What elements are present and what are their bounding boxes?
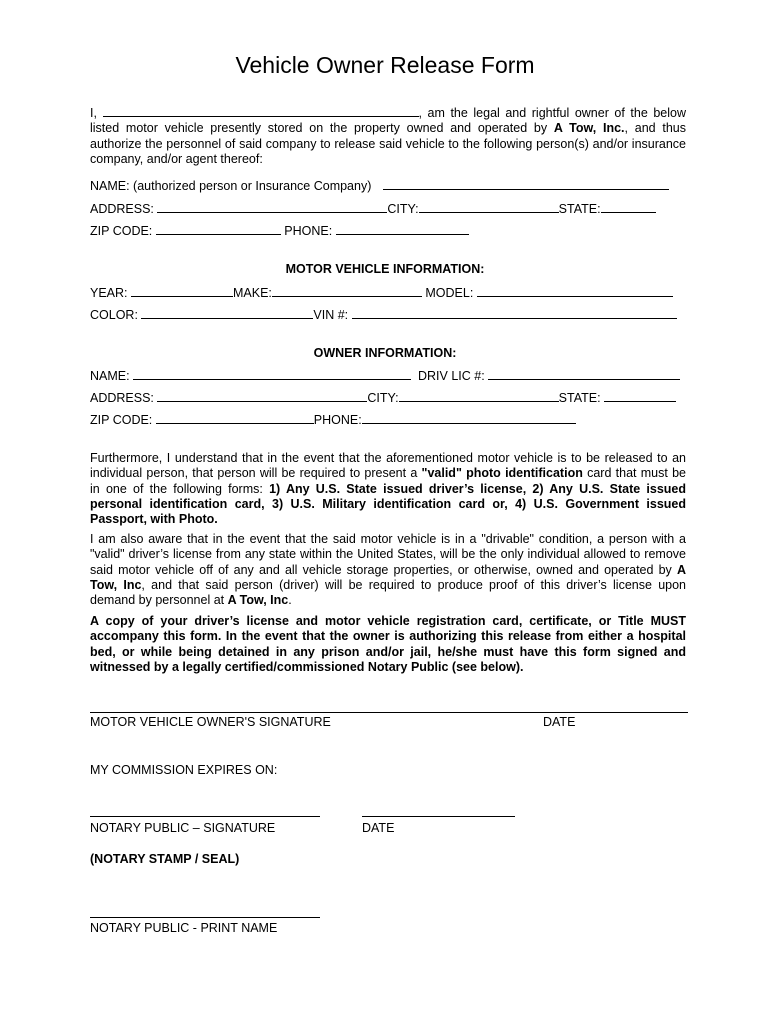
owner-name-blank[interactable] (103, 105, 419, 117)
vehicle-info-heading: MOTOR VEHICLE INFORMATION: (285, 262, 485, 276)
release-city-field[interactable] (419, 201, 559, 213)
aware-text-c: , and that said person (driver) will be required to produce proof of this driver’s license upon demand by personnel at (90, 577, 687, 608)
intro-company: A Tow, Inc. (553, 121, 625, 136)
owner-city-label: CITY: (367, 391, 399, 405)
notary-signature-line[interactable] (90, 816, 320, 817)
copy-required-paragraph: A copy of your driver’s license and motor vehicle registration card, certificate, or Title MUST accompany this form. In the event that the owner is authorizing this release from either a hospital bed, or while being detained in any prison and/or jail, he/she must have this form signed and witnessed by a legally certified/commissioned Notary Public (see below). (90, 614, 686, 674)
owner-state-label: STATE: (558, 391, 601, 405)
owner-signature-line[interactable] (90, 712, 688, 713)
model-label: MODEL: (425, 286, 474, 300)
release-phone-label: PHONE: (284, 224, 333, 238)
intro-part2: , and thus authorize the personnel of said company to release said vehicle to the following person(s) and/or insurance company, and/or agent thereof: (90, 121, 686, 166)
furthermore-paragraph (90, 451, 686, 527)
form-title: Vehicle Owner Release Form (235, 52, 535, 78)
owner-address-label: ADDRESS: (90, 391, 154, 405)
aware-text-d: A Tow, Inc (227, 593, 289, 608)
release-zip-label: ZIP CODE: (90, 224, 153, 238)
year-label: YEAR: (90, 286, 128, 300)
release-state-field[interactable] (601, 201, 656, 213)
release-address-label: ADDRESS: (90, 202, 154, 216)
intro-part1: , am the legal and rightful owner of the below listed motor vehicle presently stored on the property owned and operated by (90, 106, 686, 136)
owner-license-row (418, 368, 680, 384)
aware-paragraph (90, 532, 686, 608)
release-name-label: NAME: (authorized person or Insurance Company) (90, 179, 372, 193)
owner-info-heading: OWNER INFORMATION: (313, 346, 457, 360)
furthermore-text-d: 1) Any U.S. State issued driver’s license, 2) Any U.S. State issued personal identification card, 3) U.S. Military identification card or, 4) U.S. Government issued Passport, with Photo. (90, 481, 687, 527)
vin-label: VIN #: (313, 308, 349, 322)
owner-license-label: DRIV LIC #: (418, 369, 485, 383)
release-name-field[interactable] (383, 178, 669, 190)
owner-signature-label: MOTOR VEHICLE OWNER'S SIGNATURE (90, 715, 331, 729)
year-field[interactable] (131, 285, 233, 297)
notary-stamp-label: (NOTARY STAMP / SEAL) (90, 852, 240, 866)
notary-print-name-label: NOTARY PUBLIC - PRINT NAME (90, 921, 278, 935)
release-zip-row (90, 223, 469, 239)
owner-phone-field[interactable] (362, 412, 576, 424)
owner-date-label: DATE (543, 715, 576, 729)
release-zip-field[interactable] (156, 223, 281, 235)
owner-license-field[interactable] (488, 368, 680, 380)
color-field[interactable] (141, 307, 313, 319)
owner-address-row (90, 390, 676, 406)
release-state-label: STATE: (558, 202, 601, 216)
vin-field[interactable] (352, 307, 677, 319)
aware-text-b: A Tow, Inc (90, 562, 686, 592)
owner-zip-field[interactable] (156, 412, 314, 424)
furthermore-text-a: Furthermore, I understand that in the event that the aforementioned motor vehicle is to be released to an individual person, that person will be required to present a (90, 451, 686, 481)
aware-text-a: I am also aware that in the event that the said motor vehicle is in a "drivable" condition, a person with a "valid" driver’s license from any state within the United States, will be the only individual allowed to remove said motor vehicle off of any and all vehicle storage properties, or otherwise, owned and operated by (90, 532, 686, 577)
intro-paragraph (90, 105, 686, 167)
release-phone-field[interactable] (336, 223, 469, 235)
make-label: MAKE: (233, 286, 272, 300)
notary-date-line[interactable] (362, 816, 515, 817)
owner-zip-row (90, 412, 576, 428)
notary-signature-label: NOTARY PUBLIC – SIGNATURE (90, 821, 276, 835)
release-city-label: CITY: (387, 202, 419, 216)
model-field[interactable] (477, 285, 673, 297)
aware-text-e: . (288, 593, 292, 608)
vehicle-color-row (90, 307, 677, 323)
owner-state-field[interactable] (604, 390, 676, 402)
owner-name-row (90, 368, 411, 384)
furthermore-text-c: card that must be in one of the following forms: (90, 466, 686, 496)
notary-date-label: DATE (362, 821, 395, 835)
owner-address-field[interactable] (157, 390, 367, 402)
furthermore-text-b: "valid" photo identification (421, 466, 583, 481)
owner-phone-label: PHONE: (313, 413, 362, 427)
release-name-row (90, 178, 669, 194)
color-label: COLOR: (90, 308, 138, 322)
owner-city-field[interactable] (399, 390, 559, 402)
owner-zip-label: ZIP CODE: (90, 413, 153, 427)
notary-print-name-line[interactable] (90, 917, 320, 918)
release-address-row (90, 201, 656, 217)
vehicle-year-row (90, 285, 673, 301)
intro-start: I, (90, 106, 97, 120)
owner-name-label: NAME: (90, 369, 130, 383)
make-field[interactable] (272, 285, 422, 297)
commission-expires-label: MY COMMISSION EXPIRES ON: (90, 763, 278, 777)
owner-name-field[interactable] (133, 368, 411, 380)
release-address-field[interactable] (157, 201, 387, 213)
